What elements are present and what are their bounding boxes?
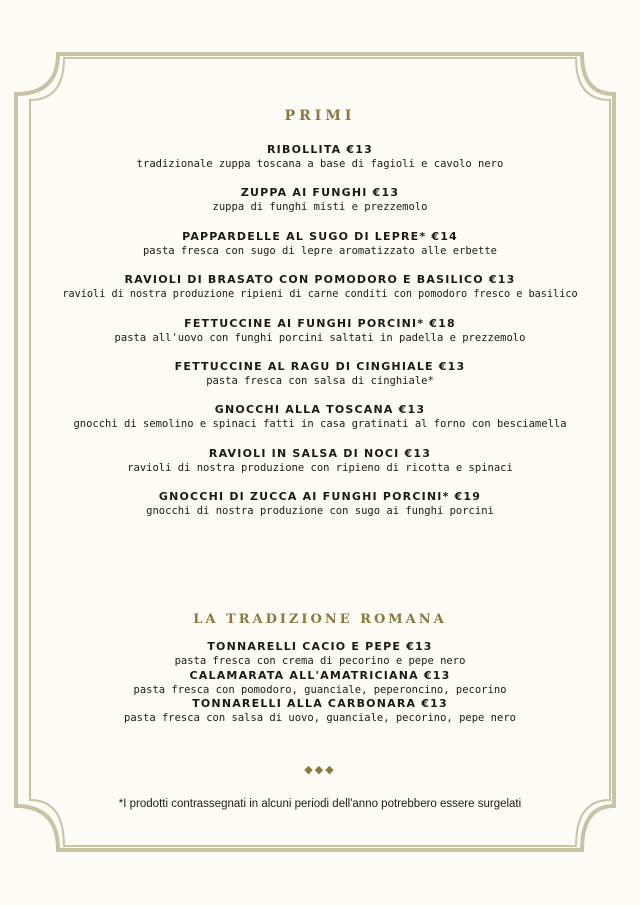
item-name: TONNARELLI CACIO E PEPE €13 (207, 640, 433, 653)
item-description: pasta fresca con salsa di uovo, guanciale, pecorino, pepe nero (124, 712, 516, 724)
item-name: RAVIOLI IN SALSA DI NOCI €13 (208, 446, 432, 460)
menu-item (0, 317, 640, 360)
item-description: pasta fresca con crema di pecorino e pepe nero (174, 655, 466, 667)
footnote: *I prodotti contrassegnati in alcuni periodi dell'anno potrebbero essere surgelati (118, 798, 522, 810)
menu-item (0, 697, 640, 726)
item-name: RIBOLLITA €13 (267, 143, 373, 156)
item-name: TONNARELLI ALLA CARBONARA €13 (192, 697, 448, 710)
menu-item (0, 490, 640, 533)
item-name: RAVIOLI DI BRASATO CON POMODORO E BASILICO €13 (124, 273, 516, 287)
item-description: pasta all'uovo con funghi porcini saltati in padella e prezzemolo (114, 331, 526, 344)
item-description: gnocchi di semolino e spinaci fatti in casa gratinati al forno con besciamella (73, 418, 567, 431)
item-description: pasta fresca con salsa di cinghiale* (206, 374, 434, 387)
item-name: FETTUCCINE AI FUNGHI PORCINI* €18 (184, 316, 456, 330)
menu-item (0, 403, 640, 446)
menu-item (0, 273, 640, 316)
primi-list (0, 143, 640, 534)
section-title-primi: PRIMI (284, 108, 356, 124)
item-description: ravioli di nostra produzione con ripieno di ricotta e spinaci (127, 461, 513, 474)
item-description: tradizionale zuppa toscana a base di fagioli e cavolo nero (136, 158, 504, 170)
section-title-romana: LA TRADIZIONE ROMANA (193, 612, 447, 627)
item-description: pasta fresca con sugo di lepre aromatizzato alle erbette (142, 244, 497, 257)
menu-item (0, 360, 640, 403)
item-name: PAPPARDELLE AL SUGO DI LEPRE* €14 (182, 229, 458, 243)
menu-item (0, 186, 640, 229)
item-name: GNOCCHI ALLA TOSCANA €13 (214, 403, 426, 417)
item-name: CALAMARATA ALL'AMATRICIANA €13 (189, 668, 451, 682)
menu-item (0, 640, 640, 669)
menu-item (0, 143, 640, 186)
item-name: ZUPPA AI FUNGHI €13 (240, 186, 400, 200)
item-description: ravioli di nostra produzione ripieni di carne conditi con pomodoro fresco e basilico (62, 289, 578, 301)
menu-item (0, 447, 640, 490)
item-name: GNOCCHI DI ZUCCA AI FUNGHI PORCINI* €19 (158, 490, 482, 504)
diamond-divider-icon: ◆◆◆ (304, 763, 336, 776)
item-name: FETTUCCINE AL RAGU DI CINGHIALE €13 (174, 359, 466, 373)
romana-list (0, 640, 640, 726)
item-description: zuppa di funghi misti e prezzemolo (212, 201, 428, 214)
menu-item (0, 669, 640, 698)
item-description: gnocchi di nostra produzione con sugo ai funghi porcini (146, 505, 494, 518)
item-description: pasta fresca con pomodoro, guanciale, peperoncino, pecorino (133, 683, 507, 696)
menu-item (0, 230, 640, 273)
